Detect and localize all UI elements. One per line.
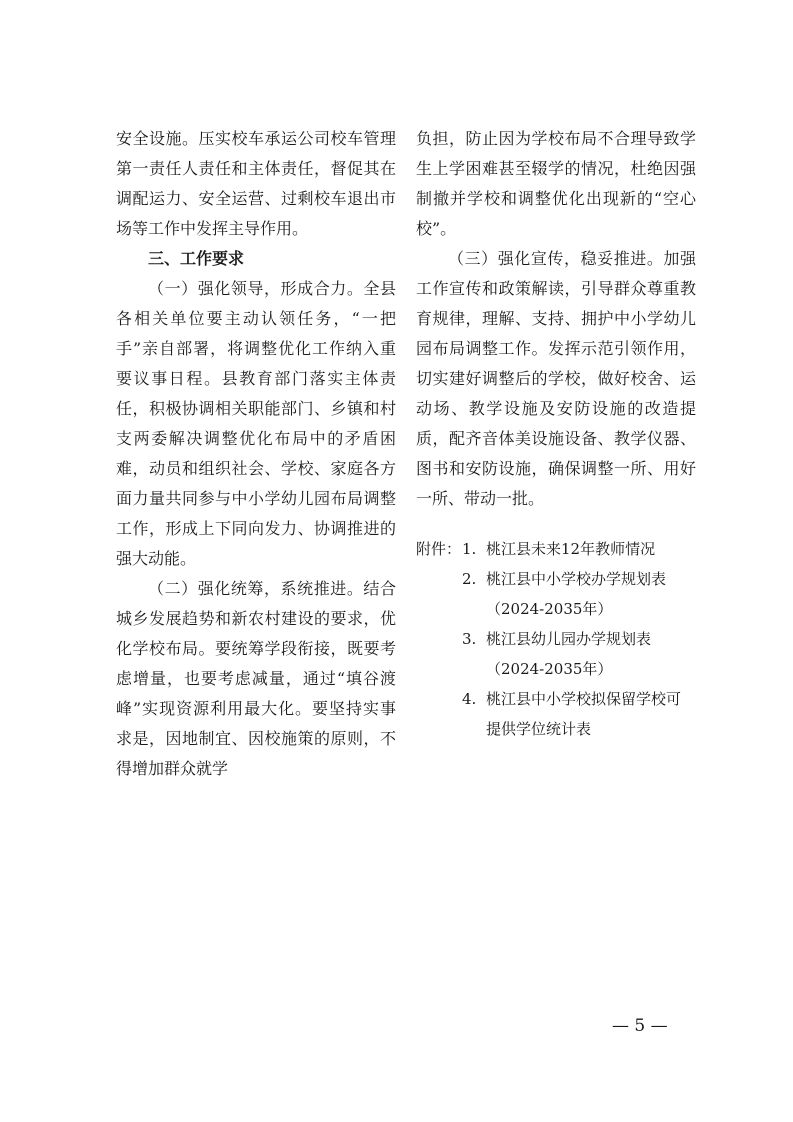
paragraph-continued: 安全设施。压实校车承运公司校车管理第一责任人责任和主体责任，督促其在调配运力、安全运营、过剩校车退出市场等工作中发挥主导作用。 — [116, 129, 396, 238]
subsection-1-title: （一）强化领导，形成合力。 — [148, 279, 364, 298]
attachment-number: 1. — [462, 540, 477, 558]
attachment-title: 桃江县中小学校拟保留学校可 — [486, 690, 682, 708]
attachment-item — [416, 624, 696, 654]
right-column — [416, 124, 696, 744]
subsection-1 — [116, 274, 396, 574]
subsection-2 — [116, 574, 396, 784]
subsection-1-body: 全县各相关单位要主动认领任务，“一把手”亲自部署，将调整优化工作纳入重要议事日程。县教育部门落实主体责任，积极协调相关职能部门、乡镇和村支两委解决调整优化布局中的矛盾困难，动员和组织社会、学校、家庭各方面力量共同参与中小学幼儿园布局调整工作，形成上下同向发力、协调推进的强大动能。 — [116, 279, 396, 568]
paragraph-continued-right: 负担，防止因为学校布局不合理导致学生上学困难甚至辍学的情况，杜绝因强制撤并学校和调整优化出现新的“空心校”。 — [416, 129, 696, 238]
attachments-label: 附件： — [416, 540, 462, 558]
attachment-title-cont: 提供学位统计表 — [486, 720, 592, 738]
attachment-item — [416, 564, 696, 594]
attachment-number: 2. — [462, 570, 477, 588]
attachment-title: 桃江县幼儿园办学规划表 — [486, 630, 652, 648]
subsection-3-title: （三）强化宣传，稳妥推进。 — [448, 249, 664, 268]
subsection-3-body: 加强工作宣传和政策解读，引导群众尊重教育规律，理解、支持、拥护中小学幼儿园布局调整工作。发挥示范引领作用，切实建好调整后的学校，做好校舍、运动场、教学设施及安防设施的改造提质，配齐音体美设施设备、教学仪器、图书和安防设施，确保调整一所、用好一所、带动一批。 — [416, 249, 696, 508]
subsection-2-body: 结合城乡发展趋势和新农村建设的要求，优化学校布局。要统筹学段衔接，既要考虑增量，也要考虑减量，通过“填谷渡峰”实现资源利用最大化。要坚持实事求是，因地制宜、因校施策的原则，不得增加群众就学 — [116, 579, 396, 778]
subsection-2-title: （二）强化统筹，系统推进。 — [148, 579, 364, 598]
attachments-list — [416, 534, 696, 744]
left-column — [116, 124, 396, 784]
attachment-number: 3. — [462, 630, 477, 648]
attachment-item — [416, 684, 696, 714]
attachment-title: 桃江县未来12年教师情况 — [486, 540, 656, 558]
section-heading: 三、工作要求 — [148, 249, 245, 268]
attachment-title-cont: （2024-2035年） — [486, 660, 613, 678]
page-number: — 5 — — [612, 1016, 668, 1036]
attachment-item — [416, 534, 696, 564]
subsection-3 — [416, 244, 696, 514]
attachment-number: 4. — [462, 690, 477, 708]
attachment-title-cont: （2024-2035年） — [486, 600, 613, 618]
attachment-title: 桃江县中小学校办学规划表 — [486, 570, 667, 588]
